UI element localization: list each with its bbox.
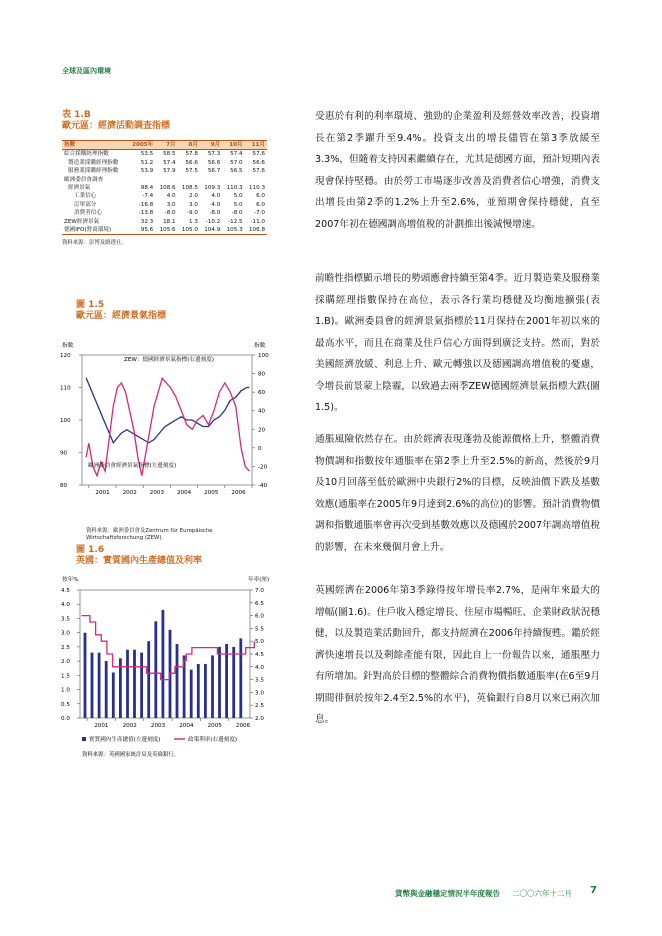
chart16-right-tick: 2.5 (255, 703, 264, 710)
chart15-right-tick: 20 (258, 427, 266, 434)
table-cell: 57.0 (230, 159, 243, 166)
chart16-gdp-bar (225, 644, 228, 718)
table-row (62, 176, 267, 184)
chart15-x-tick: 2001 (95, 490, 110, 496)
chart15-label-ec: 歐洲委員會經濟景氣指標(左邊刻度) (88, 463, 177, 469)
table-row-label: 德國IFO(營商環境) (62, 226, 127, 235)
chart15-title: 歐元區：經濟景氣指標 (76, 311, 167, 321)
table-cell (245, 176, 267, 184)
chart15-right-tick: 80 (258, 371, 266, 378)
table-row (62, 226, 267, 235)
chart-uk-gdp-rate (58, 572, 288, 764)
chart16-gdp-bar (126, 650, 129, 718)
table-row (62, 209, 267, 217)
table-cell: 53.9 (140, 168, 154, 175)
chart16-gdp-bar (232, 647, 235, 718)
table-row-label: 訂單部分 (74, 201, 97, 208)
chart15-label-zew: ZEW：德國經濟景氣指標(右邊刻度) (124, 357, 214, 363)
table-cell: 56.7 (207, 168, 221, 175)
chart16-x-tick: 2002 (122, 723, 137, 729)
chart15-right-tick: 60 (258, 390, 266, 397)
chart16-left-tick: 0.5 (61, 701, 70, 708)
table-cell (200, 176, 222, 184)
paragraph-2: 前瞻性指標顯示增長的勢頭應會持續至第4季。近月製造業及服務業採購經理指數保持在高位，表示各行業均穩健及均衡地擴張(表1.B)。歐洲委員會的經濟景氣指標於11月保持在2001年初以來的最高水平，而且在商業及住戶信心方面得到廣泛支持。然而，對於美國經濟放緩、利息上升、歐元轉強以及德國調高增值稅的憂慮，令增長前景蒙上陰霾，以致過去兩季ZEW德國經濟景氣指標大跌(圖1.5)。 (315, 273, 600, 413)
table-cell: 51.2 (140, 159, 154, 166)
chart15-left-tick: 100 (60, 418, 71, 424)
table-row-label: 歐洲委員會調查 (64, 176, 104, 183)
table-col-header: 10月 (222, 141, 244, 150)
table-cell: 108.6 (159, 185, 176, 192)
page-number: 7 (590, 885, 597, 896)
chart15-right-unit: 指數 (254, 343, 266, 349)
table-cell: 3.0 (166, 201, 176, 208)
chart15-x-tick: 2003 (149, 490, 165, 496)
chart16-gdp-bar (176, 644, 179, 718)
chart16-gdp-bar (211, 655, 214, 718)
table-row (62, 201, 267, 209)
chart16-left-tick: 1.0 (61, 687, 70, 694)
chart16-gdp-bar (91, 653, 94, 718)
chart15-left-unit: 指數 (62, 343, 74, 349)
table-cell: 6.0 (256, 193, 265, 200)
table-cell: 57.5 (185, 168, 198, 175)
chart16-gdp-bar (204, 664, 207, 718)
chart16-right-tick: 4.0 (255, 664, 264, 671)
table-cell: 57.6 (252, 168, 265, 175)
chart16-gdp-bar (239, 638, 242, 718)
table-cell: 105.0 (178, 226, 200, 235)
table-cell: 98.4 (140, 185, 154, 192)
table-cell: -8.0 (231, 210, 243, 217)
footer-title: 貨幣與金融穩定情況半年度報告 (395, 889, 500, 898)
table-number: 表 1.B (62, 110, 91, 120)
chart16-gdp-bar (154, 621, 157, 718)
table-col-header: 7月 (155, 141, 177, 150)
table-cell: -8.0 (209, 210, 221, 217)
chart15-x-tick: 2005 (204, 490, 219, 496)
chart16-gdp-bar (147, 641, 150, 718)
table-col-header: 11月 (245, 141, 267, 150)
table-source: 資料來源：彭博及路透社。 (62, 240, 127, 247)
chart16-legend-bar-swatch (82, 737, 86, 741)
table-cell: 106.8 (245, 226, 267, 235)
table-row (62, 167, 267, 175)
chart16-legend-line: 政策利率(右邊刻度) (188, 737, 238, 743)
chart16-right-tick: 3.0 (255, 690, 264, 697)
table-cell: 6.0 (256, 201, 265, 208)
table-cell: 95.6 (127, 226, 155, 235)
table-cell: 56.6 (207, 159, 221, 166)
chart16-x-tick: 2004 (179, 723, 194, 729)
chart15-x-tick: 2004 (177, 490, 192, 496)
chart16-right-tick: 4.5 (255, 652, 264, 658)
table-row (62, 159, 267, 167)
table-cell: 2.0 (189, 193, 198, 200)
table-caption (62, 110, 170, 132)
chart16-left-tick: 2.5 (61, 644, 70, 651)
table-cell: 4.0 (166, 193, 176, 200)
table-cell: -7.0 (254, 210, 265, 217)
chart16-x-tick: 2001 (94, 723, 109, 729)
table-cell: 18.1 (163, 218, 176, 225)
chart16-gdp-bar (190, 670, 193, 718)
chart16-number: 圖 1.6 (76, 545, 105, 555)
table-row (62, 184, 267, 192)
chart15-left-tick: 80 (60, 483, 68, 489)
table-cell: -12.5 (228, 218, 243, 225)
table-cell: 4.0 (211, 193, 221, 200)
table-cell: 32.3 (140, 218, 154, 225)
chart16-left-tick: 4.5 (61, 588, 70, 594)
table-row-label: 服務業採購經理指數 (68, 168, 119, 175)
chart16-gdp-bar (112, 673, 115, 719)
chart16-left-tick: 3.0 (61, 630, 70, 637)
chart16-right-tick: 6.0 (255, 613, 264, 620)
table-cell: 110.3 (226, 185, 243, 192)
chart16-title: 英國：實質國內生產總值及利率 (76, 556, 203, 566)
chart15-x-tick: 2002 (122, 490, 137, 496)
chart15-right-tick: 100 (258, 353, 269, 359)
chart16-gdp-bar (197, 664, 200, 718)
table-cell: 110.3 (248, 185, 265, 192)
table-row (62, 218, 267, 226)
table-cell: 57.8 (185, 151, 198, 158)
table-row-label: 消費者信心 (74, 210, 102, 217)
table-cell: 109.3 (204, 185, 221, 192)
table-cell: 5.0 (233, 193, 243, 200)
chart16-gdp-bar (162, 610, 165, 718)
chart15-series-zew (86, 378, 249, 476)
paragraph-4: 英國經濟在2006年第3季錄得按年增長率2.7%，是兩年來最大的增幅(圖1.6)。住戶收入穩定增長、住屋市場暢旺、企業財政狀況穩健，以及製造業活動回升，都支持經濟在2006年持續復甦。鑑於經濟快速增長以及剩餘產能有限，因此自上一份報告以來，通脹壓力有所增加。針對高於目標的整體綜合消費物價指數通脹率(在6至9月期間徘徊於按年2.4至2.5%的水平)，英倫銀行自8月以來已兩次加息。 (315, 585, 600, 725)
chart16-gdp-bar (105, 661, 108, 718)
table-title: 歐元區：經濟活動調查指標 (62, 121, 171, 131)
chart16-gdp-bar (133, 650, 136, 718)
chart15-right-tick: 40 (258, 408, 266, 415)
table-cell: 56.6 (252, 159, 265, 166)
table-cell (178, 176, 200, 184)
table-col-header: 9月 (200, 141, 222, 150)
table-col-header: 2005年 (127, 141, 155, 150)
table-col-header: 指數 (62, 141, 127, 150)
chart16-left-tick: 0.0 (61, 716, 70, 722)
table-cell (127, 176, 155, 184)
chart16-legend-bar: 實質國內生產總值(左邊刻度) (89, 737, 161, 743)
table-row-label: 工業信心 (74, 193, 97, 200)
chart16-gdp-bar (84, 633, 87, 718)
section-header: 全球及區內環境 (62, 67, 111, 75)
table-cell: 108.5 (181, 185, 198, 192)
chart16-gdp-bar (218, 647, 221, 718)
table-row-label: ZEW經濟景氣 (64, 218, 100, 225)
chart15-left-tick: 90 (60, 450, 68, 457)
table-cell: -16.8 (138, 201, 154, 208)
chart16-right-tick: 2.0 (255, 716, 264, 722)
table-cell: 56.5 (230, 168, 243, 175)
chart16-left-tick: 4.0 (61, 602, 70, 609)
chart15-source: 資料來源：歐洲委員會及Zentrum für Europäische Wirtschaftsforschung (ZEW)。 (86, 528, 213, 541)
table-cell: 105.3 (222, 226, 244, 235)
footer-date: 二〇〇六年十二月 (512, 889, 572, 898)
paragraph-3: 通脹風險依然存在。由於經濟表現蓬勃及能源價格上升，整體消費物價調和指數按年通脹率在第2季上升至2.5%的新高，然後於9月及10月回落至低於歐洲中央銀行2%的目標，反映油價下跌及基數效應(通脹率在2005年9月達到2.6%的高位)的影響。預計消費物價調和指數通脹率會再次受到基數效應以及德國於2007年調高增值稅的影響，在未來幾個月會上升。 (315, 434, 600, 553)
table-cell: -11.0 (250, 218, 265, 225)
chart16-right-tick: 3.5 (255, 677, 264, 684)
table-row-label: 製造業採購經理指數 (68, 159, 119, 166)
chart16-x-tick: 2003 (150, 723, 166, 729)
indicator-table (62, 140, 267, 235)
table-cell: 57.6 (252, 151, 265, 158)
table-cell (155, 176, 177, 184)
table-cell (222, 176, 244, 184)
chart16-right-tick: 7.0 (255, 588, 264, 594)
chart16-right-tick: 5.5 (255, 626, 264, 633)
chart16-left-unit: 按年% (62, 577, 79, 583)
chart16-left-tick: 3.5 (61, 616, 70, 623)
table-col-header: 8月 (178, 141, 200, 150)
chart15-series-ec (86, 378, 249, 443)
table-cell: 57.3 (207, 151, 221, 158)
table-cell: 57.9 (163, 168, 176, 175)
table-cell: 58.5 (163, 151, 176, 158)
table-cell: -10.2 (205, 218, 221, 225)
chart16-x-tick: 2006 (235, 723, 251, 729)
chart16-x-tick: 2005 (207, 723, 222, 729)
chart16-gdp-bar (140, 653, 143, 718)
table-cell: 1.3 (189, 218, 198, 225)
table-cell: 4.0 (211, 201, 221, 208)
chart16-left-tick: 2.0 (61, 659, 70, 666)
chart16-caption (76, 545, 202, 567)
table-row-label: 經濟景氣 (68, 185, 91, 192)
table-header-row (62, 141, 267, 150)
chart15-number: 圖 1.5 (76, 300, 105, 310)
table-cell: 57.4 (163, 159, 176, 166)
chart15-left-tick: 120 (60, 353, 71, 359)
chart16-gdp-bar (98, 653, 101, 718)
table-cell: 104.9 (200, 226, 222, 235)
chart16-left-tick: 1.5 (61, 673, 70, 680)
table-row (62, 192, 267, 200)
table-cell: -13.8 (138, 210, 154, 217)
chart16-source: 資料來源：英國國家統計局及英倫銀行。 (82, 752, 180, 758)
table-cell: 57.4 (230, 151, 243, 158)
table-wrap (62, 140, 267, 246)
table-cell: -7.4 (142, 193, 154, 200)
table-cell: -9.0 (187, 210, 198, 217)
chart16-right-tick: 5.0 (255, 639, 264, 646)
paragraph-1: 受惠於有利的利率環境、強勁的企業盈利及經營效率改善，投資增長在第2季躍升至9.4%。投資支出的增長儘管在第3季放緩至3.3%，但隨着支持因素繼續存在，尤其是德國方面，預計短期內表現會保持堅穩。由於勞工市場逐步改善及消費者信心增強，消費支出增長由第2季的1.2%上升至2.6%，並預期會保持穩健，直至2007年初在德國調高增值稅的計劃推出後減慢增速。 (315, 111, 600, 230)
table-row (62, 150, 267, 159)
chart16-right-tick: 6.5 (255, 600, 264, 607)
chart15-right-tick: -20 (258, 464, 268, 471)
table-cell: 5.0 (233, 201, 243, 208)
table-cell: 3.0 (189, 201, 198, 208)
table-cell: 105.6 (155, 226, 177, 235)
chart15-left-tick: 110 (60, 385, 71, 392)
chart15-right-tick: 0 (258, 445, 262, 452)
chart15-caption (76, 300, 166, 322)
table-row-label: 綜合採購經理指數 (64, 151, 109, 158)
chart16-right-unit: 年率(厘) (248, 577, 270, 583)
chart15-x-tick: 2006 (231, 490, 246, 496)
table-cell: -8.0 (164, 210, 176, 217)
chart-euro-sentiment (58, 338, 288, 518)
table-cell: 53.5 (140, 151, 154, 158)
chart15-right-tick: -40 (258, 483, 268, 489)
table-cell: 56.6 (185, 159, 198, 166)
